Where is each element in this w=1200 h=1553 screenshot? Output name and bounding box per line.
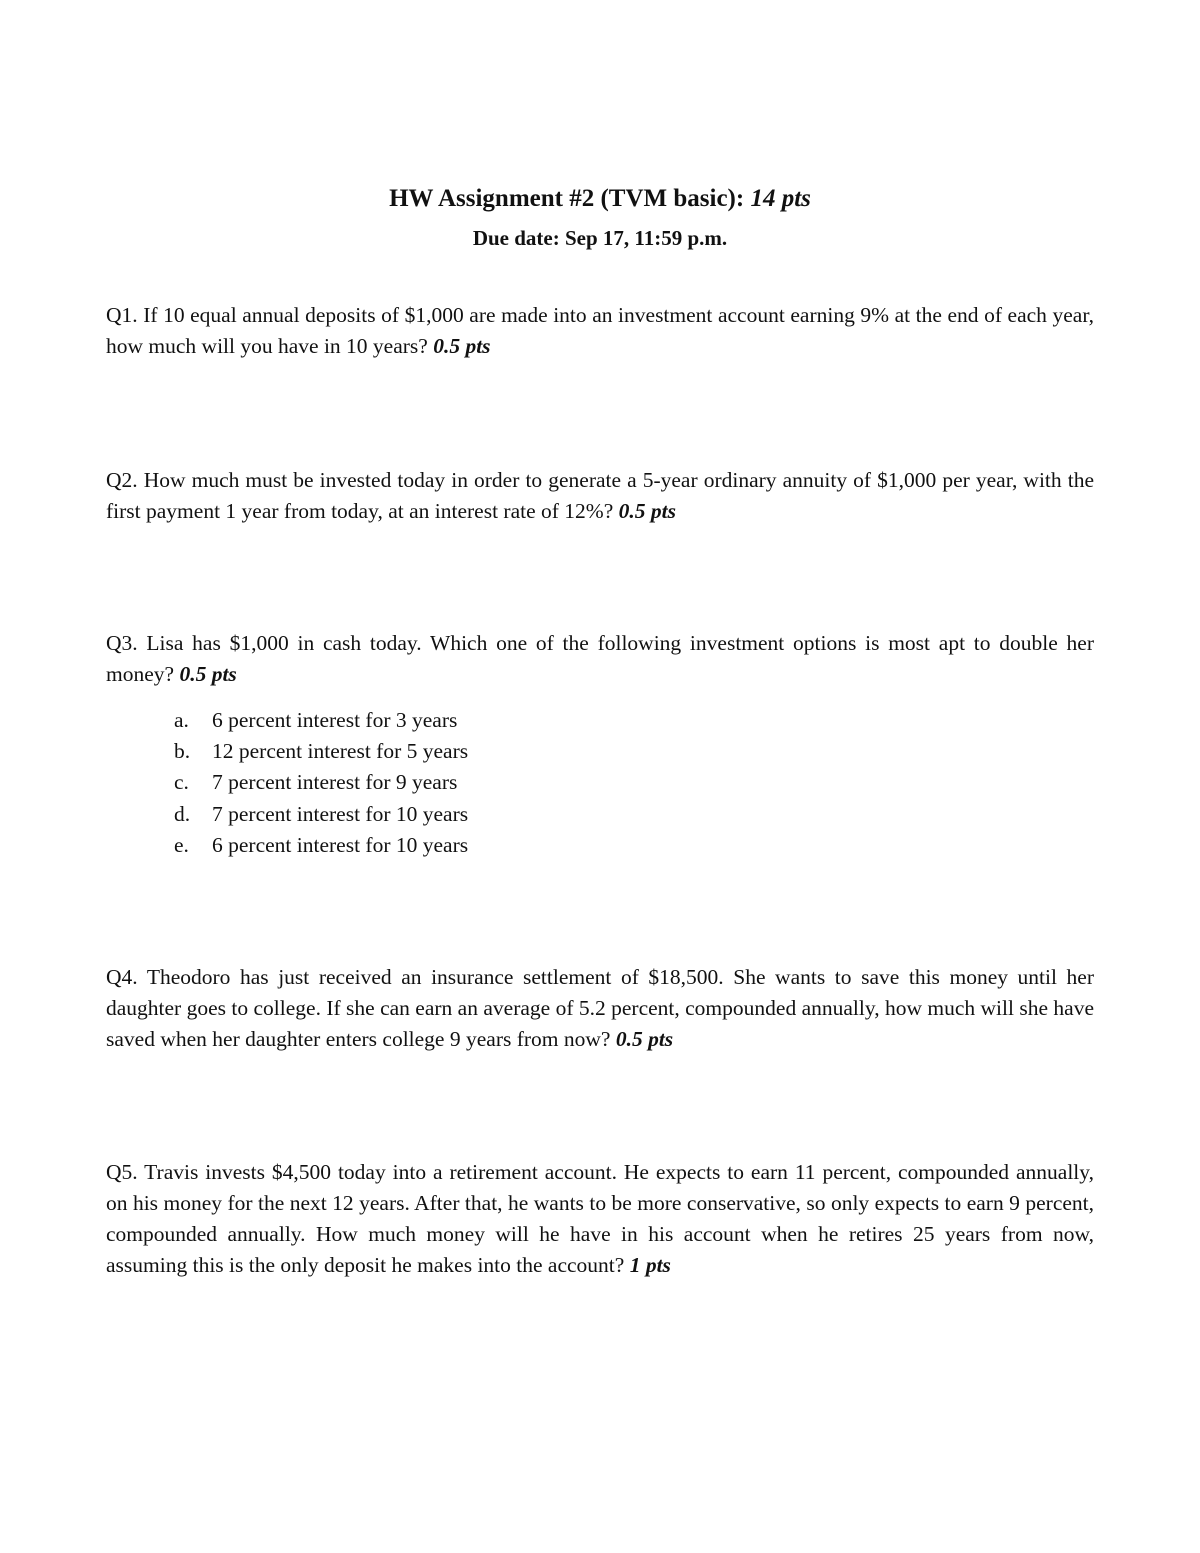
question-1-text: Q1. If 10 equal annual deposits of $1,000 are made into an investment account earning 9% at the end of each year, how much will you have in 10 years?: [106, 303, 1094, 358]
option-c-text: 7 percent interest for 9 years: [212, 770, 458, 795]
question-3: [106, 628, 1094, 690]
option-d-letter: d.: [174, 801, 191, 826]
option-b-text: 12 percent interest for 5 years: [212, 739, 469, 764]
option-e-text: 6 percent interest for 10 years: [212, 832, 469, 857]
question-5-text: Q5. Travis invests $4,500 today into a retirement account. He expects to earn 11 percent, compounded annually, on his money for the next 12 years. After that, he wants to be more conservative, so only expects to earn 9 percent, compounded annually. How much money will he have in his account when he retires 25 years from now, assuming this is the only deposit he makes into the account?: [106, 1160, 1094, 1277]
question-3-text: Q3. Lisa has $1,000 in cash today. Which one of the following investment options is most apt to double her money?: [106, 631, 1094, 686]
question-5-points: 1 pts: [629, 1253, 671, 1277]
question-3-options: [174, 705, 468, 861]
question-5: [106, 1157, 1094, 1281]
option-b: [174, 736, 468, 767]
option-a-text: 6 percent interest for 3 years: [212, 708, 458, 732]
question-2: [106, 465, 1094, 527]
title-text: HW Assignment #2 (TVM basic):: [389, 185, 751, 212]
option-e: [174, 830, 468, 861]
page-title: [0, 183, 1200, 215]
option-e-letter: e.: [174, 832, 189, 857]
question-2-points: 0.5 pts: [618, 499, 676, 523]
option-a: [174, 705, 468, 736]
question-1-points: 0.5 pts: [433, 334, 491, 358]
option-c-letter: c.: [174, 770, 189, 795]
due-date: Due date: Sep 17, 11:59 p.m.: [472, 226, 728, 250]
question-2-text: Q2. How much must be invested today in order to generate a 5-year ordinary annuity of $1,000 per year, with the first payment 1 year from today, at an interest rate of 12%?: [106, 468, 1094, 523]
option-a-letter: a.: [174, 708, 189, 732]
question-3-points: 0.5 pts: [179, 662, 237, 686]
question-4-points: 0.5 pts: [615, 1027, 674, 1051]
title-points: 14 pts: [750, 185, 811, 212]
option-c: [174, 767, 468, 798]
option-d-text: 7 percent interest for 10 years: [212, 801, 469, 826]
option-d: [174, 799, 468, 830]
question-4: [106, 962, 1094, 1055]
question-1: [106, 300, 1094, 362]
option-b-letter: b.: [174, 739, 191, 764]
question-4-text: Q4. Theodoro has just received an insurance settlement of $18,500. She wants to save this money until her daughter goes to college. If she can earn an average of 5.2 percent, compounded annually, how much will she have saved when her daughter enters college 9 years from now?: [106, 965, 1094, 1051]
